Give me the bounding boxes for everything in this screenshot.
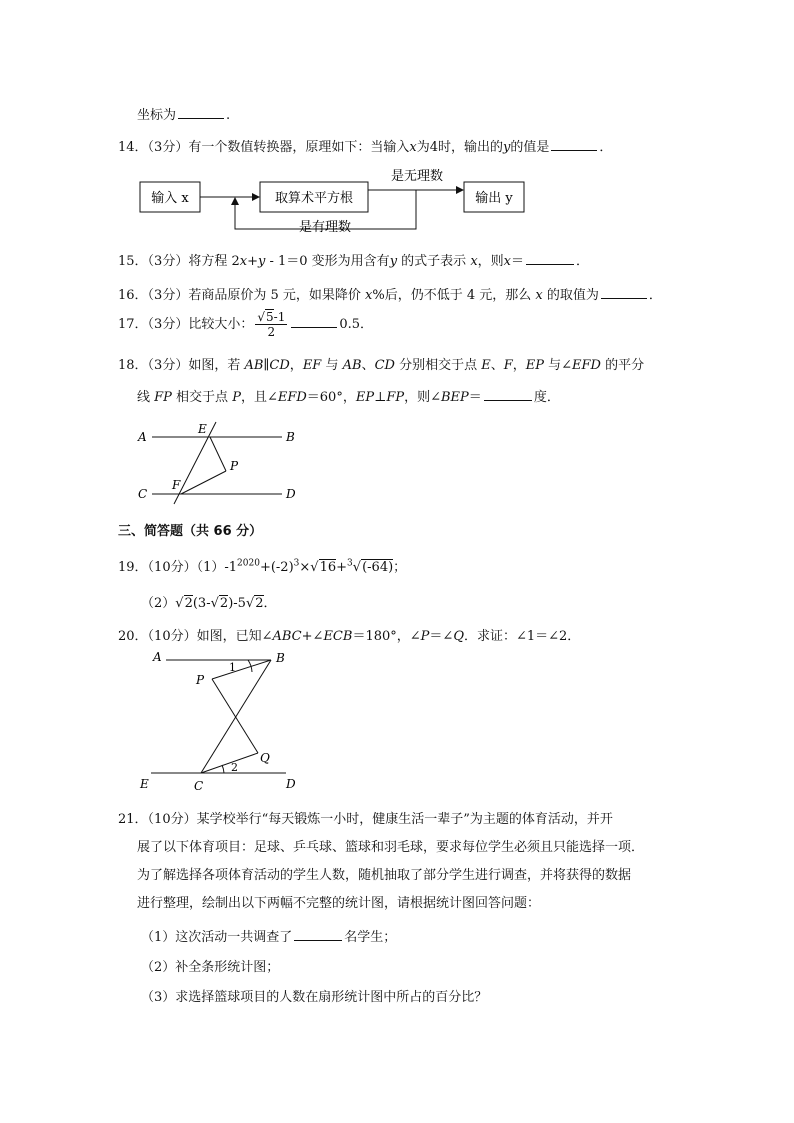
label-q: Q: [260, 751, 270, 765]
label-b: B: [286, 430, 295, 444]
q20-geometry-figure: [136, 645, 304, 795]
label-e: E: [198, 422, 207, 436]
section-3-heading: 三、简答题（共 66 分）: [118, 524, 263, 539]
segment-bp: [212, 660, 271, 679]
segment-fp: [181, 471, 226, 494]
question-17: 17．（3分）比较大小： $\frac{√5-1}{2}$ 0.5．: [118, 310, 374, 339]
label-e: E: [140, 777, 149, 791]
question-15: 15．（3分）将方程 2x+y - 1＝0 变形为用含有y 的式子表示 x，则x＝ ．: [118, 250, 589, 269]
question-14: 14．（3分）有一个数值转换器，原理如下：当输入x为4时，输出的y的值是 ．: [118, 136, 612, 155]
label-a: A: [138, 430, 147, 444]
sqrt5-minus1-over2-fraction: $\frac{√5-1}{2}$: [257, 310, 286, 339]
rational-label: 是有理数: [298, 220, 352, 235]
question-16: 16．（3分）若商品原价为 5 元，如果降价 x%后，仍不低于 4 元，那么 x 的取值为 ．: [118, 284, 662, 303]
q18-answer-blank[interactable]: [484, 386, 532, 401]
label-p: P: [196, 673, 205, 687]
q14-answer-blank[interactable]: [551, 136, 597, 151]
output-box-label: 输出 y: [475, 191, 513, 206]
question-19-part2: （2）√2(3-√2)-5√2．: [141, 596, 277, 611]
question-21-line1: 21．（10分）某学校举行“每天锻炼一小时，健康生活一辈子”为主题的体育活动，并开: [118, 812, 613, 827]
segment-pq: [212, 679, 258, 753]
question-21-line3: 为了解选择各项体育活动的学生人数，随机抽取了部分学生进行调查，并将获得的数据: [137, 868, 632, 883]
question-18-line2: 线 FP 相交于点 P，且∠EFD＝60°，EP⊥FP，则∠BEP＝ 度．: [137, 386, 560, 405]
q17-answer-blank[interactable]: [291, 313, 337, 328]
question-18-line1: 18．（3分）如图，若 AB∥CD，EF 与 AB、CD 分别相交于点 E、F，EP 与∠EFD 的平分: [118, 358, 645, 373]
segment-ep: [210, 437, 226, 471]
process-box-label: 取算术平方根: [274, 191, 354, 206]
label-d: D: [286, 777, 296, 791]
label-c: C: [194, 779, 204, 793]
question-21-sub2: （2）补全条形统计图；: [141, 960, 280, 975]
label-angle-2: 2: [231, 761, 238, 774]
question-19-part1: 19．（10分）$(1)-1^{2020}+(-2)^3\times√16+^3√(-64)$；: [118, 558, 407, 575]
label-c: C: [138, 487, 148, 501]
question-21-line4: 进行整理，绘制出以下两幅不完整的统计图，请根据统计图回答问题：: [137, 896, 541, 911]
q13-answer-blank[interactable]: [178, 104, 224, 119]
question-20: 20．（10分）如图，已知∠ABC+∠ECB＝180°，∠P＝∠Q．求证：∠1＝∠2．: [118, 629, 581, 644]
label-d: D: [286, 487, 296, 501]
q18-geometry-figure: [132, 410, 307, 508]
q16-answer-blank[interactable]: [601, 284, 647, 299]
label-f: F: [172, 478, 181, 492]
q15-answer-blank[interactable]: [526, 250, 574, 265]
angle-1-arc: [248, 660, 252, 672]
question-21-sub3: （3）求选择篮球项目的人数在扇形统计图中所占的百分比？: [141, 990, 488, 1005]
input-box-label: 输入 x: [151, 191, 189, 206]
q13-tail: 坐标为 .: [137, 104, 230, 123]
question-21-sub1: （1）这次活动一共调查了 名学生；: [141, 926, 396, 945]
label-p: P: [230, 459, 239, 473]
q14-flow-diagram: [130, 165, 540, 237]
irrational-label: 是无理数: [390, 169, 444, 184]
q21-answer-blank[interactable]: [294, 926, 342, 941]
label-b: B: [276, 651, 285, 665]
label-a: A: [153, 650, 162, 664]
angle-2-arc: [222, 765, 224, 773]
question-21-line2: 展了以下体育项目：足球、乒乓球、篮球和羽毛球，要求每位学生必须且只能选择一项．: [137, 840, 645, 855]
label-angle-1: 1: [229, 661, 236, 674]
segment-cq: [201, 753, 258, 773]
